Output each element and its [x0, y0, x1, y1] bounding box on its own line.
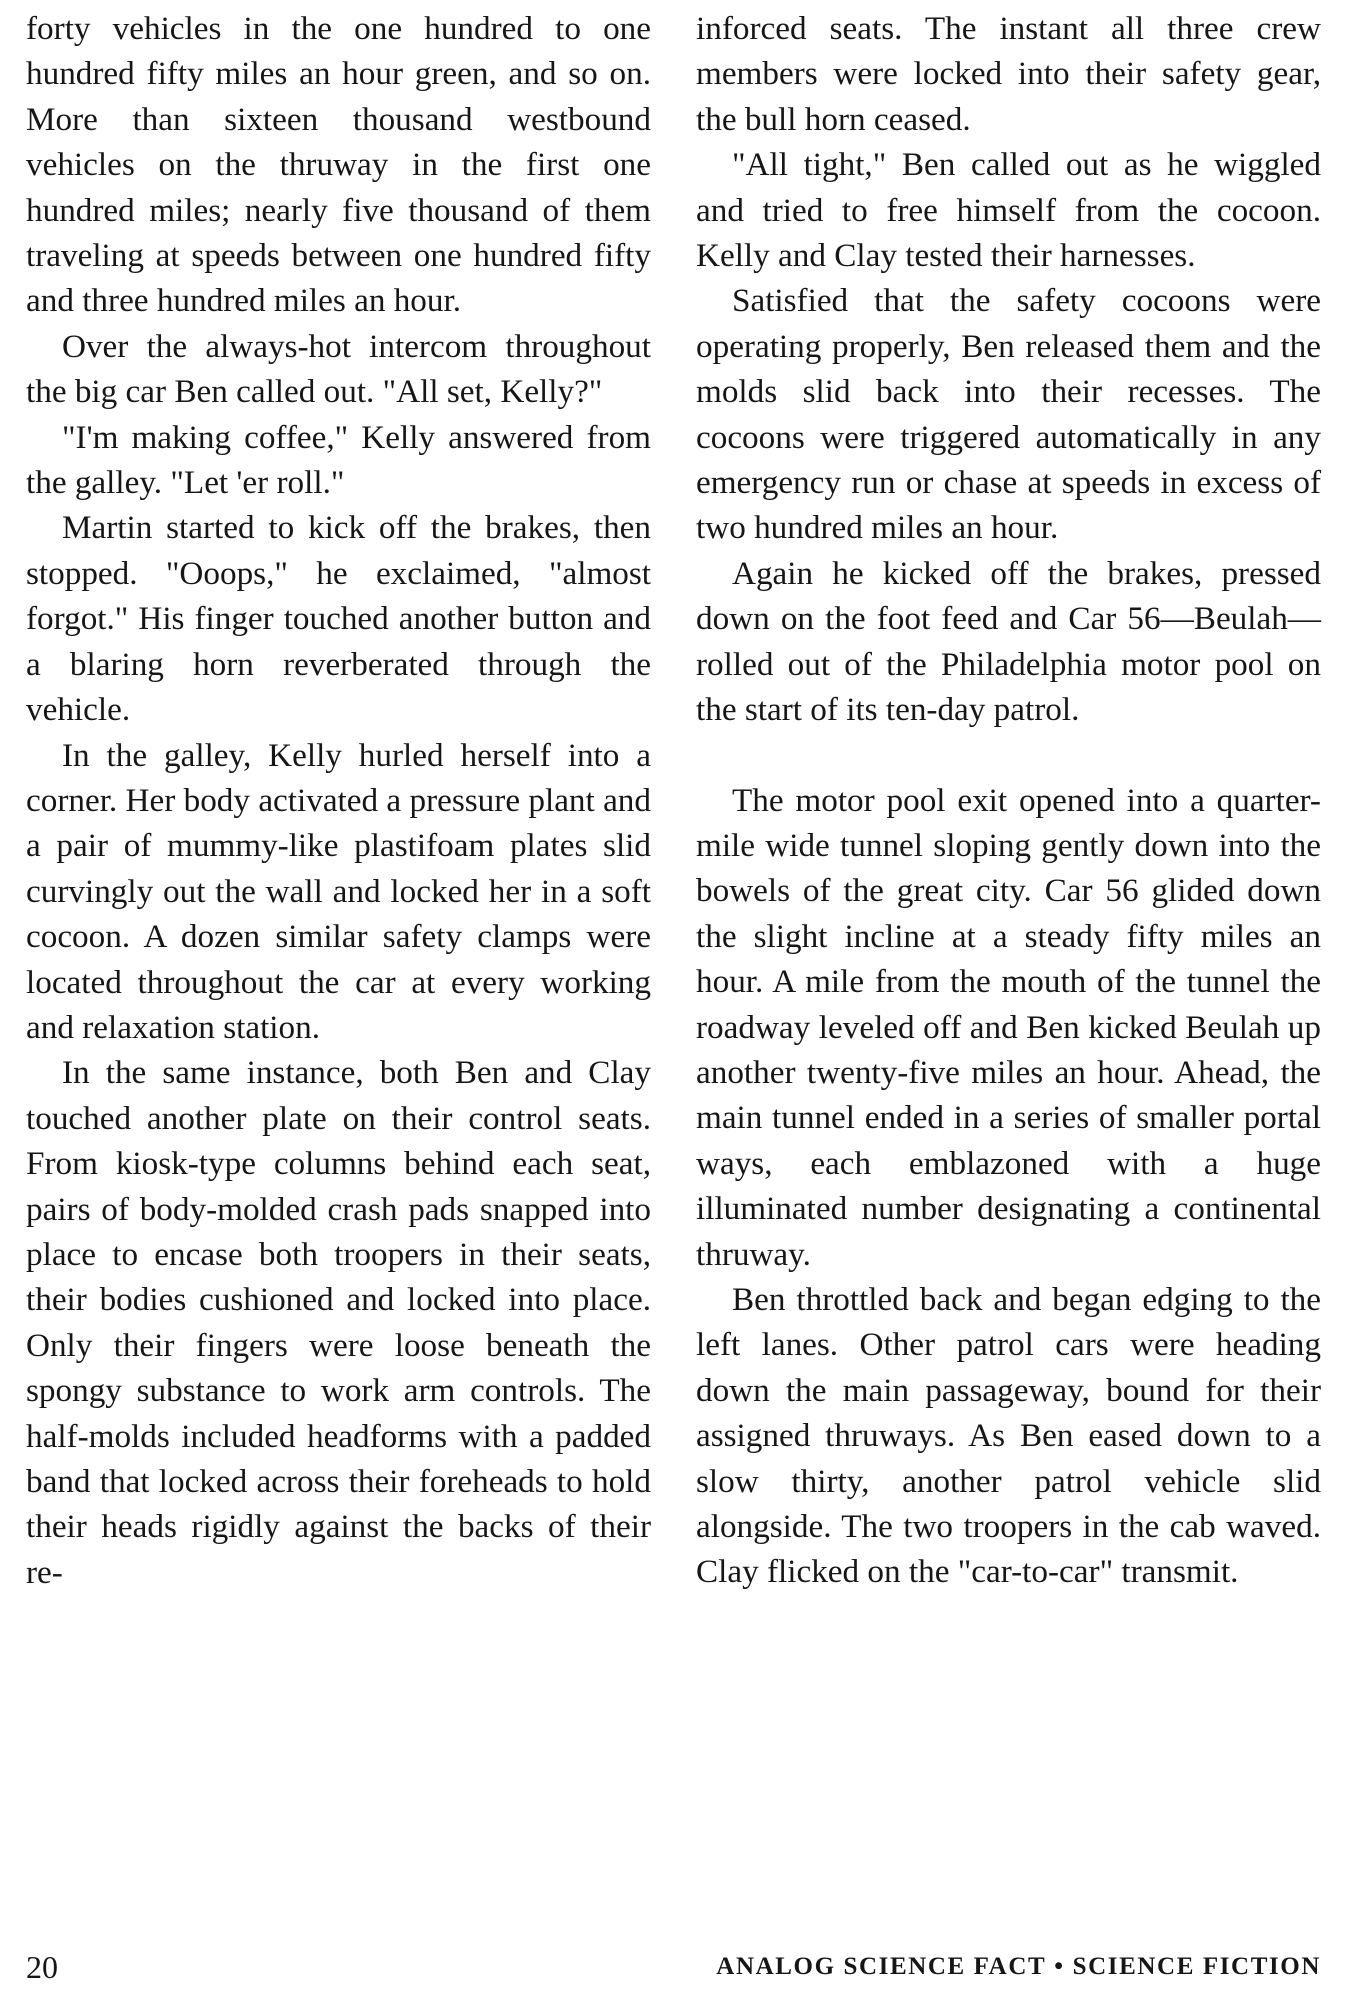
paragraph: Martin started to kick off the brakes, then stopped. "Ooops," he exclaimed, "almost forgot." His finger touched another button and a blaring horn reverberated through the vehicle.	[26, 509, 651, 729]
running-head	[716, 1949, 1321, 1985]
paragraph: In the galley, Kelly hurled herself into a corner. Her body activated a pressure plant and a pair of mummy-like plastifoam plates slid curvingly out the wall and locked her in a soft cocoon. A dozen similar safety clamps were located throughout the car at every working and relaxation station.	[26, 736, 651, 1046]
magazine-title-right: SCIENCE FICTION	[1072, 1953, 1321, 1980]
paragraph: "I'm making coffee," Kelly answered from the galley. "Let 'er roll."	[26, 418, 651, 502]
magazine-title-left: ANALOG SCIENCE FACT	[716, 1953, 1047, 1980]
paragraph-section-start: The motor pool exit opened into a quarter-mile wide tunnel sloping gently down into the bowels of the great city. Car 56 glided down the slight incline at a steady fifty miles an hour. A mile from the mouth of the tunnel the roadway leveled off and Ben kicked Beulah up another twenty-five miles an hour. Ahead, the main tunnel ended in a series of smaller portal ways, each emblazoned with a huge illuminated number designating a continental thruway.	[696, 781, 1321, 1273]
page-number: 20	[26, 1949, 58, 1985]
paragraph: Ben throttled back and began edging to the left lanes. Other patrol cars were heading down the main passageway, bound for their assigned thruways. As Ben eased down to a slow thirty, another patrol vehicle slid alongside. The two troopers in the cab waved. Clay flicked on the "car-to-car" transmit.	[696, 1280, 1321, 1591]
left-column	[26, 6, 651, 1595]
paragraph: Over the always-hot intercom throughout the big car Ben called out. "All set, Kelly?"	[26, 327, 651, 411]
paragraph: Again he kicked off the brakes, pressed down on the foot feed and Car 56—Beulah—rolled out of the Philadelphia motor pool on the start of its ten-day patrol.	[696, 554, 1321, 729]
right-column	[696, 6, 1321, 1595]
paragraph: In the same instance, both Ben and Clay touched another plate on their control seats. From kiosk-type columns behind each seat, pairs of body-molded crash pads snapped into place to encase both troopers in their seats, their bodies cushioned and locked into place. Only their fingers were loose beneath the spongy substance to work arm controls. The half-molds included headforms with a padded band that locked across their foreheads to hold their heads rigidly against the backs of their re-	[26, 1054, 651, 1591]
paragraph: Satisfied that the safety cocoons were operating properly, Ben released them and the molds slid back into their recesses. The cocoons were triggered automatically in any emergency run or chase at speeds in excess of two hundred miles an hour.	[696, 282, 1321, 547]
paragraph: "All tight," Ben called out as he wiggled and tried to free himself from the cocoon. Kelly and Clay tested their harnesses.	[696, 146, 1321, 275]
paragraph-continuation: inforced seats. The instant all three crew members were locked into their safety gear, the bull horn ceased.	[696, 10, 1321, 138]
paragraph-continuation: forty vehicles in the one hundred to one hundred fifty miles an hour green, and so on. More than sixteen thousand westbound vehicles on the thruway in the first one hundred miles; nearly five thousand of them traveling at speeds between one hundred fifty and three hundred miles an hour.	[26, 10, 651, 320]
page-footer	[26, 1947, 1321, 1991]
bullet-separator: •	[1054, 1953, 1065, 1980]
